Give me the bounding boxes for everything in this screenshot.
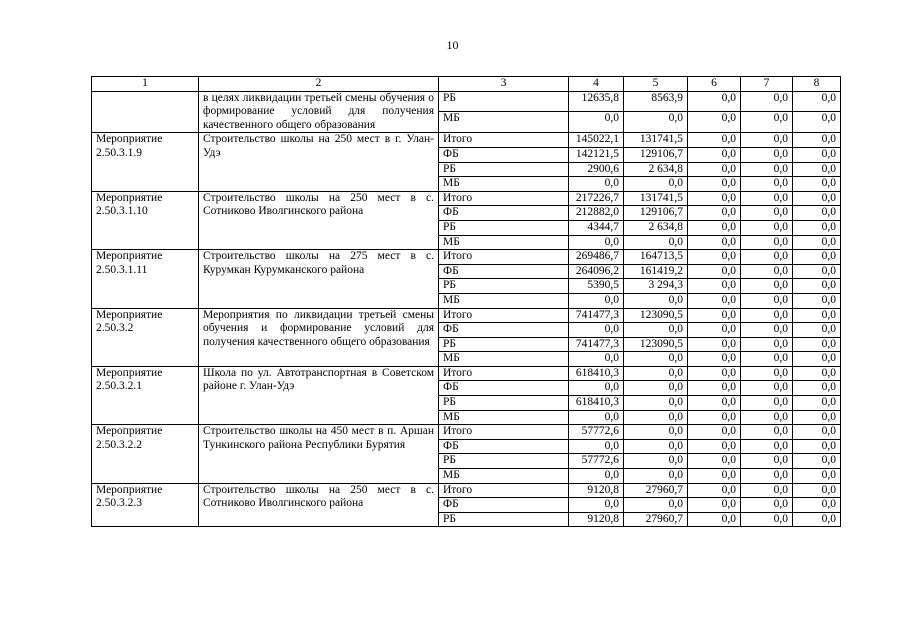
source-cell: РБ [439,220,569,235]
value-cell-4: 2900,6 [569,162,624,177]
source-cell: РБ [439,279,569,294]
value-cell-6: 0,0 [688,235,741,250]
value-cell-5: 131741,5 [624,191,688,206]
value-cell-4: 0,0 [569,498,624,513]
header-row [92,77,841,92]
value-cell-4: 57772,6 [569,425,624,440]
value-cell-8: 0,0 [793,235,841,250]
value-cell-5: 27960,7 [624,483,688,498]
value-cell-5: 0,0 [624,366,688,381]
event-code: Мероприятие 2.50.3.2.2 [92,425,199,483]
header-cell-5: 5 [624,77,688,92]
value-cell-7: 0,0 [741,162,793,177]
value-cell-5: 0,0 [624,235,688,250]
value-cell-5: 2 634,8 [624,162,688,177]
value-cell-8: 0,0 [793,162,841,177]
value-cell-6: 0,0 [688,162,741,177]
event-description: Строительство школы на 275 мест в с. Курумкан Курумканского района [199,250,439,308]
source-cell: ФБ [439,498,569,513]
source-cell: Итого [439,191,569,206]
value-cell-4: 0,0 [569,439,624,454]
value-cell-4: 9120,8 [569,512,624,527]
source-cell: МБ [439,352,569,367]
value-cell-4: 0,0 [569,177,624,192]
value-cell-6: 0,0 [688,308,741,323]
value-cell-4: 264096,2 [569,264,624,279]
event-code: Мероприятие 2.50.3.2.3 [92,483,199,527]
value-cell-8: 0,0 [793,323,841,338]
source-cell: ФБ [439,439,569,454]
value-cell-6: 0,0 [688,250,741,265]
value-cell-5: 0,0 [624,425,688,440]
value-cell-8: 0,0 [793,220,841,235]
value-cell-5: 3 294,3 [624,279,688,294]
value-cell-8: 0,0 [793,264,841,279]
value-cell-7: 0,0 [741,498,793,513]
value-cell-8: 0,0 [793,425,841,440]
value-cell-5: 2 634,8 [624,220,688,235]
value-cell-4: 0,0 [569,381,624,396]
value-cell-4: 212882,0 [569,206,624,221]
value-cell-4: 0,0 [569,323,624,338]
value-cell-7: 0,0 [741,512,793,527]
value-cell-8: 0,0 [793,91,841,112]
source-cell: Итого [439,425,569,440]
header-cell-2: 2 [199,77,439,92]
value-cell-8: 0,0 [793,279,841,294]
value-cell-6: 0,0 [688,425,741,440]
value-cell-7: 0,0 [741,308,793,323]
value-cell-8: 0,0 [793,454,841,469]
budget-table [91,76,841,527]
value-cell-7: 0,0 [741,147,793,162]
value-cell-8: 0,0 [793,206,841,221]
source-cell: МБ [439,177,569,192]
value-cell-5: 0,0 [624,352,688,367]
event-code [92,91,199,133]
table-body [92,77,841,527]
source-cell: РБ [439,337,569,352]
value-cell-5: 8563,9 [624,91,688,112]
table-row [92,483,841,498]
value-cell-4: 269486,7 [569,250,624,265]
table-row [92,250,841,265]
value-cell-7: 0,0 [741,366,793,381]
event-description: Строительство школы на 250 мест в г. Улан-Удэ [199,133,439,191]
value-cell-5: 0,0 [624,112,688,133]
value-cell-6: 0,0 [688,337,741,352]
value-cell-4: 0,0 [569,293,624,308]
value-cell-7: 0,0 [741,264,793,279]
event-code: Мероприятие 2.50.3.1.11 [92,250,199,308]
value-cell-4: 145022,1 [569,133,624,148]
source-cell: МБ [439,235,569,250]
value-cell-4: 4344,7 [569,220,624,235]
source-cell: Итого [439,366,569,381]
source-cell: ФБ [439,323,569,338]
value-cell-6: 0,0 [688,381,741,396]
value-cell-8: 0,0 [793,308,841,323]
value-cell-4: 57772,6 [569,454,624,469]
source-cell: ФБ [439,147,569,162]
value-cell-5: 0,0 [624,293,688,308]
event-code: Мероприятие 2.50.3.1.9 [92,133,199,191]
event-description: Мероприятия по ликвидации третьей смены обучения и формирование условий для получения качественного общего образования [199,308,439,366]
value-cell-7: 0,0 [741,177,793,192]
source-cell: ФБ [439,206,569,221]
value-cell-8: 0,0 [793,147,841,162]
header-cell-3: 3 [439,77,569,92]
event-description: Школа по ул. Автотранспортная в Советском районе г. Улан-Удэ [199,366,439,424]
value-cell-4: 741477,3 [569,337,624,352]
header-cell-1: 1 [92,77,199,92]
value-cell-8: 0,0 [793,191,841,206]
value-cell-4: 0,0 [569,352,624,367]
value-cell-6: 0,0 [688,352,741,367]
header-cell-6: 6 [688,77,741,92]
value-cell-6: 0,0 [688,293,741,308]
value-cell-7: 0,0 [741,220,793,235]
value-cell-5: 161419,2 [624,264,688,279]
value-cell-7: 0,0 [741,91,793,112]
source-cell: РБ [439,454,569,469]
value-cell-6: 0,0 [688,177,741,192]
value-cell-4: 12635,8 [569,91,624,112]
value-cell-8: 0,0 [793,498,841,513]
source-cell: ФБ [439,381,569,396]
value-cell-4: 741477,3 [569,308,624,323]
source-cell: РБ [439,396,569,411]
source-cell: МБ [439,293,569,308]
value-cell-5: 0,0 [624,454,688,469]
value-cell-7: 0,0 [741,323,793,338]
value-cell-6: 0,0 [688,133,741,148]
value-cell-6: 0,0 [688,483,741,498]
value-cell-7: 0,0 [741,191,793,206]
header-cell-7: 7 [741,77,793,92]
value-cell-6: 0,0 [688,220,741,235]
value-cell-4: 0,0 [569,410,624,425]
value-cell-6: 0,0 [688,498,741,513]
event-description: Строительство школы на 450 мест в п. Аршан Тункинского района Республики Бурятия [199,425,439,483]
value-cell-7: 0,0 [741,235,793,250]
table-row [92,425,841,440]
value-cell-5: 123090,5 [624,308,688,323]
value-cell-4: 0,0 [569,235,624,250]
table-row [92,91,841,112]
value-cell-7: 0,0 [741,396,793,411]
value-cell-8: 0,0 [793,133,841,148]
value-cell-8: 0,0 [793,410,841,425]
table-row [92,366,841,381]
source-cell: ФБ [439,264,569,279]
value-cell-6: 0,0 [688,191,741,206]
value-cell-8: 0,0 [793,177,841,192]
header-cell-8: 8 [793,77,841,92]
value-cell-7: 0,0 [741,425,793,440]
value-cell-4: 217226,7 [569,191,624,206]
value-cell-8: 0,0 [793,512,841,527]
header-cell-4: 4 [569,77,624,92]
source-cell: Итого [439,483,569,498]
value-cell-6: 0,0 [688,396,741,411]
value-cell-4: 9120,8 [569,483,624,498]
value-cell-4: 5390,5 [569,279,624,294]
value-cell-6: 0,0 [688,454,741,469]
value-cell-8: 0,0 [793,293,841,308]
event-description: в целях ликвидации третьей смены обучения о формирование условий для получения качественного общего образования [199,91,439,133]
value-cell-8: 0,0 [793,483,841,498]
value-cell-5: 164713,5 [624,250,688,265]
value-cell-8: 0,0 [793,439,841,454]
value-cell-7: 0,0 [741,410,793,425]
value-cell-6: 0,0 [688,512,741,527]
table-row [92,308,841,323]
value-cell-6: 0,0 [688,439,741,454]
value-cell-8: 0,0 [793,337,841,352]
value-cell-6: 0,0 [688,147,741,162]
source-cell: МБ [439,410,569,425]
value-cell-4: 0,0 [569,469,624,484]
source-cell: Итого [439,250,569,265]
value-cell-7: 0,0 [741,206,793,221]
event-description: Строительство школы на 250 мест в с. Сотниково Иволгинского района [199,191,439,249]
value-cell-7: 0,0 [741,454,793,469]
value-cell-6: 0,0 [688,279,741,294]
value-cell-7: 0,0 [741,381,793,396]
value-cell-6: 0,0 [688,112,741,133]
value-cell-7: 0,0 [741,293,793,308]
value-cell-6: 0,0 [688,469,741,484]
value-cell-6: 0,0 [688,366,741,381]
source-cell: РБ [439,91,569,112]
value-cell-7: 0,0 [741,112,793,133]
value-cell-4: 618410,3 [569,366,624,381]
table-row [92,133,841,148]
event-code: Мероприятие 2.50.3.1.10 [92,191,199,249]
event-code: Мероприятие 2.50.3.2 [92,308,199,366]
value-cell-8: 0,0 [793,396,841,411]
value-cell-5: 129106,7 [624,206,688,221]
value-cell-6: 0,0 [688,264,741,279]
value-cell-5: 0,0 [624,381,688,396]
table-row [92,191,841,206]
value-cell-7: 0,0 [741,279,793,294]
value-cell-4: 618410,3 [569,396,624,411]
source-cell: МБ [439,112,569,133]
value-cell-4: 142121,5 [569,147,624,162]
source-cell: Итого [439,133,569,148]
value-cell-5: 0,0 [624,323,688,338]
value-cell-5: 0,0 [624,177,688,192]
page-number: 10 [446,38,459,52]
value-cell-5: 123090,5 [624,337,688,352]
source-cell: МБ [439,469,569,484]
value-cell-5: 0,0 [624,410,688,425]
value-cell-5: 131741,5 [624,133,688,148]
value-cell-8: 0,0 [793,366,841,381]
value-cell-8: 0,0 [793,112,841,133]
value-cell-8: 0,0 [793,352,841,367]
value-cell-4: 0,0 [569,112,624,133]
value-cell-7: 0,0 [741,483,793,498]
source-cell: Итого [439,308,569,323]
value-cell-7: 0,0 [741,337,793,352]
value-cell-6: 0,0 [688,323,741,338]
value-cell-7: 0,0 [741,469,793,484]
event-description: Строительство школы на 250 мест в с. Сотниково Иволгинского района [199,483,439,527]
value-cell-7: 0,0 [741,133,793,148]
source-cell: РБ [439,512,569,527]
value-cell-5: 27960,7 [624,512,688,527]
value-cell-7: 0,0 [741,439,793,454]
value-cell-8: 0,0 [793,469,841,484]
value-cell-6: 0,0 [688,91,741,112]
event-code: Мероприятие 2.50.3.2.1 [92,366,199,424]
value-cell-5: 0,0 [624,498,688,513]
value-cell-8: 0,0 [793,250,841,265]
value-cell-5: 0,0 [624,396,688,411]
value-cell-6: 0,0 [688,206,741,221]
value-cell-5: 0,0 [624,439,688,454]
value-cell-5: 0,0 [624,469,688,484]
value-cell-7: 0,0 [741,250,793,265]
value-cell-7: 0,0 [741,352,793,367]
value-cell-5: 129106,7 [624,147,688,162]
source-cell: РБ [439,162,569,177]
value-cell-8: 0,0 [793,381,841,396]
value-cell-6: 0,0 [688,410,741,425]
